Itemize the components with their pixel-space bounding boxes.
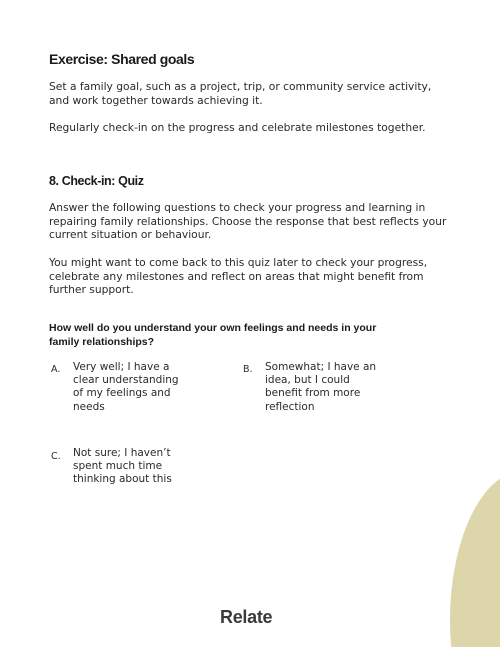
exercise-paragraph-1: Set a family goal, such as a project, trip, or community service activity, and work together towards achieving it. — [49, 80, 432, 107]
exercise-paragraph-2: Regularly check-in on the progress and celebrate milestones together. — [49, 121, 426, 134]
option-a-text[interactable]: Very well; I have a clear understanding of my feelings and needs — [73, 361, 179, 413]
checkin-paragraph-2: You might want to come back to this quiz later to check your progress, celebrate any milestones and reflect on areas that might benefit from further support. — [49, 256, 428, 297]
option-c-letter: C. — [51, 451, 61, 462]
relate-logo: Relate — [220, 607, 273, 627]
option-b-letter: B. — [243, 364, 253, 375]
option-a-letter: A. — [51, 364, 61, 375]
option-b-text[interactable]: Somewhat; I have an idea, but I could benefit from more reflection — [265, 361, 377, 413]
quiz-question: How well do you understand your own feelings and needs in your family relationships? — [49, 322, 377, 348]
checkin-paragraph-1: Answer the following questions to check your progress and learning in repairing family relationships. Choose the response that best reflects your current situation or behaviour. — [49, 201, 447, 242]
exercise-title: Exercise: Shared goals — [49, 51, 195, 67]
checkin-title: 8. Check-in: Quiz — [49, 174, 144, 188]
option-c-text[interactable]: Not sure; I haven’t spent much time thinking about this — [73, 447, 172, 486]
decorative-arc — [450, 470, 500, 647]
